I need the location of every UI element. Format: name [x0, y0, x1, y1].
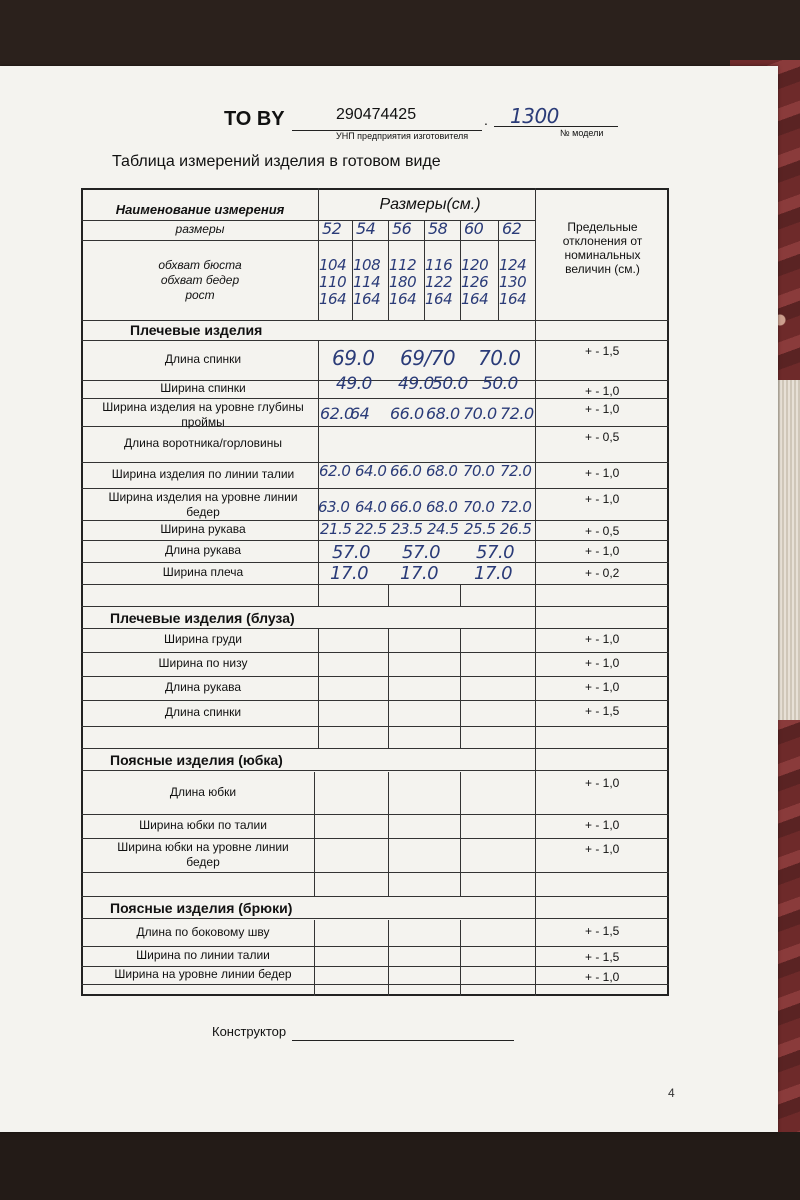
row-label: бедер: [186, 505, 220, 519]
cell-column-line: [388, 700, 389, 726]
row-line: [81, 584, 669, 585]
sizes-row-divider: [81, 240, 535, 241]
body-measure-label: рост: [185, 288, 215, 302]
cell-column-line: [460, 700, 461, 726]
bust-value: 120: [461, 256, 489, 274]
sleeve-width-value: 22.5: [355, 520, 387, 538]
size-value: 52: [322, 219, 342, 238]
back-width-value: 49.0: [398, 374, 434, 394]
row-line: [81, 700, 669, 701]
cell-column-line: [460, 872, 461, 896]
tolerance-value: + - 0,5: [585, 430, 620, 444]
cell-column-line: [460, 966, 461, 984]
tolerance-value: + - 0,5: [585, 524, 620, 538]
cell-column-line: [388, 872, 389, 896]
tolerance-value: + - 1,5: [585, 924, 620, 938]
bust-value: 116: [425, 256, 453, 274]
row-line: [81, 562, 669, 563]
row-line: [81, 726, 669, 727]
tolerance-header-line: номинальных: [564, 248, 641, 262]
sleeve-width-value: 24.5: [427, 520, 459, 538]
row-label: проймы: [181, 415, 225, 429]
size-value: 58: [428, 219, 448, 238]
tolerance-value: + - 1,0: [585, 384, 620, 398]
size-value: 62: [502, 219, 522, 238]
back-width-value: 50.0: [482, 374, 518, 394]
shoulder-width-value: 17.0: [330, 563, 369, 584]
hip-width-value: 64.0: [355, 498, 387, 516]
hip-width-value: 72.0: [500, 498, 532, 516]
body-measure-label: обхват бедер: [160, 273, 240, 287]
waist-width-value: 70.0: [463, 462, 495, 480]
sleeve-length-value: 57.0: [402, 542, 441, 563]
row-label: Длина спинки: [164, 352, 242, 366]
cell-column-line: [318, 726, 319, 748]
tolerance-value: + - 1,0: [585, 632, 620, 646]
section-title-skirt: Поясные изделия (юбка): [110, 752, 283, 768]
size-value: 56: [392, 219, 412, 238]
section-line: [81, 918, 669, 919]
row-line: [81, 676, 669, 677]
tolerance-value: + - 0,2: [585, 566, 620, 580]
row-label: Ширина изделия на уровне глубины: [102, 400, 304, 414]
model-underline: [494, 126, 618, 127]
cell-column-line: [388, 628, 389, 652]
body-measure-label: обхват бюста: [158, 258, 242, 272]
sleeve-width-value: 25.5: [464, 520, 496, 538]
row-label: Ширина по линии талии: [136, 948, 270, 962]
tolerance-value: + - 1,0: [585, 492, 620, 506]
cell-column-line: [460, 946, 461, 966]
sizes-header: Размеры(см.): [379, 196, 481, 213]
row-label: Ширина плеча: [162, 565, 244, 579]
unp-value: 290474425: [336, 106, 417, 123]
tolerance-value: + - 1,5: [585, 704, 620, 718]
height-value: 164: [319, 290, 347, 308]
tolerance-header-line: Предельные: [567, 220, 638, 234]
height-value: 164: [461, 290, 489, 308]
tolerance-value: + - 1,0: [585, 680, 620, 694]
back-length-value: 70.0: [478, 346, 521, 370]
waist-width-value: 66.0: [390, 462, 422, 480]
sleeve-length-value: 57.0: [332, 542, 371, 563]
waist-width-value: 68.0: [426, 462, 458, 480]
row-label: Ширина на уровне линии бедер: [114, 967, 292, 981]
bottom-background: [0, 1132, 800, 1200]
tolerance-value: + - 1,0: [585, 970, 620, 984]
row-label: Длина юбки: [169, 785, 237, 799]
row-line: [81, 488, 669, 489]
row-label: Ширина изделия по линии талии: [111, 467, 295, 481]
size-value: 60: [464, 219, 484, 238]
row-label: Ширина юбки на уровне линии: [117, 840, 289, 854]
tolerance-value: + - 1,0: [585, 842, 620, 856]
cell-column-line: [460, 814, 461, 838]
cell-column-line: [388, 584, 389, 606]
height-value: 164: [353, 290, 381, 308]
row-label: Длина по боковому шву: [136, 925, 270, 939]
page-number: 4: [668, 1086, 675, 1100]
cell-column-line: [314, 984, 315, 996]
tolerance-value: + - 1,0: [585, 466, 620, 480]
cell-column-line: [388, 920, 389, 946]
row-label: Ширина спинки: [160, 381, 246, 395]
cell-column-line: [388, 652, 389, 676]
hip-width-value: 66.0: [390, 498, 422, 516]
cell-column-line: [388, 772, 389, 814]
bust-value: 108: [353, 256, 381, 274]
section-title-shoulder: Плечевые изделия: [130, 322, 263, 338]
cell-column-line: [388, 838, 389, 872]
tolerance-value: + - 1,0: [585, 402, 620, 416]
armhole-width-value: 70.0: [463, 404, 497, 423]
height-value: 164: [389, 290, 417, 308]
armhole-width-value: 62.0: [320, 404, 354, 423]
tolerance-value: + - 1,0: [585, 818, 620, 832]
row-label: бедер: [186, 855, 220, 869]
section-line: [81, 340, 669, 341]
cell-column-line: [314, 872, 315, 896]
sleeve-width-value: 26.5: [500, 520, 532, 538]
back-width-value: 49.0: [336, 374, 372, 394]
armhole-width-value: 72.0: [500, 404, 534, 423]
row-line: [81, 652, 669, 653]
section-line: [81, 628, 669, 629]
row-line: [81, 814, 669, 815]
height-value: 164: [499, 290, 527, 308]
header-separator: .: [484, 112, 488, 128]
tolerance-header-line: отклонения от: [562, 234, 643, 248]
measurement-table: [81, 188, 669, 996]
sleeve-width-value: 23.5: [391, 520, 423, 538]
cell-column-line: [388, 726, 389, 748]
cell-column-line: [460, 652, 461, 676]
row-label: Ширина по низу: [158, 656, 248, 670]
height-value: 164: [425, 290, 453, 308]
back-length-value: 69.0: [332, 346, 375, 370]
col-name-header: Наименование измерения: [115, 202, 285, 217]
row-label: Ширина изделия на уровне линии: [108, 490, 298, 504]
sleeve-width-value: 21.5: [320, 520, 352, 538]
tolerance-value: + - 1,5: [585, 344, 620, 358]
row-line: [81, 398, 669, 399]
model-number: 1300: [510, 104, 559, 128]
tolerance-value: + - 1,0: [585, 776, 620, 790]
row-line: [81, 606, 669, 607]
back-length-value: 69/70: [400, 346, 456, 370]
waist-width-value: 64.0: [355, 462, 387, 480]
tolerance-value: + - 1,0: [585, 544, 620, 558]
row-label: Ширина рукава: [160, 522, 246, 536]
hip-width-value: 63.0: [318, 498, 350, 516]
row-line: [81, 748, 669, 749]
model-caption: № модели: [560, 128, 604, 138]
row-label: Длина рукава: [164, 543, 242, 557]
section-title-blouse: Плечевые изделия (блуза): [110, 610, 295, 626]
cell-column-line: [388, 946, 389, 966]
designer-signature-line: [292, 1040, 514, 1041]
cell-column-line: [460, 920, 461, 946]
shoulder-width-value: 17.0: [400, 563, 439, 584]
page-title: Таблица измерений изделия в готовом виде: [112, 153, 441, 170]
cell-column-line: [388, 966, 389, 984]
hips-value: 110: [319, 273, 347, 291]
cell-column-line: [388, 676, 389, 700]
row-line: [81, 872, 669, 873]
cell-column-line: [460, 838, 461, 872]
cell-column-line: [460, 628, 461, 652]
cell-column-line: [460, 584, 461, 606]
cell-column-line: [460, 772, 461, 814]
cell-column-line: [460, 676, 461, 700]
row-line: [81, 540, 669, 541]
hip-width-value: 70.0: [463, 498, 495, 516]
row-label: Длина воротника/горловины: [123, 436, 282, 450]
tolerance-value: + - 1,0: [585, 656, 620, 670]
size-value: 54: [356, 219, 376, 238]
hips-value: 126: [461, 273, 489, 291]
row-label: Ширина юбки по талии: [139, 818, 267, 832]
armhole-width-value: 64: [350, 404, 370, 423]
armhole-width-value: 66.0: [390, 404, 424, 423]
cell-column-line: [460, 984, 461, 996]
designer-label: Конструктор: [212, 1024, 287, 1039]
waist-width-value: 62.0: [319, 462, 351, 480]
section-title-trousers: Поясные изделия (брюки): [110, 900, 293, 916]
header-bottom-line: [81, 320, 669, 321]
row-label: Длина спинки: [164, 705, 242, 719]
hips-value: 114: [353, 273, 381, 291]
tu-label: ТО BY: [224, 108, 285, 130]
hips-value: 122: [425, 273, 453, 291]
bust-value: 104: [319, 256, 347, 274]
hips-value: 130: [499, 273, 527, 291]
bust-value: 124: [499, 256, 527, 274]
row-line: [81, 946, 669, 947]
section-line: [81, 770, 669, 771]
waist-width-value: 72.0: [500, 462, 532, 480]
cell-column-line: [388, 814, 389, 838]
armhole-width-value: 68.0: [426, 404, 460, 423]
hip-width-value: 68.0: [426, 498, 458, 516]
sizes-label: размеры: [175, 222, 225, 236]
unp-caption: УНП предприятия изготовителя: [336, 131, 469, 141]
hips-value: 180: [389, 273, 417, 291]
cell-column-line: [388, 984, 389, 996]
row-label: Длина рукава: [164, 680, 242, 694]
row-line: [81, 984, 669, 985]
back-width-value: 50.0: [432, 374, 468, 394]
row-label: Ширина груди: [164, 632, 242, 646]
row-line: [81, 838, 669, 839]
bust-value: 112: [389, 256, 417, 274]
tolerance-header-line: величин (см.): [565, 262, 640, 276]
shoulder-width-value: 17.0: [474, 563, 513, 584]
tolerance-column-line: [535, 188, 536, 996]
row-line: [81, 896, 669, 897]
tolerance-value: + - 1,5: [585, 950, 620, 964]
sleeve-length-value: 57.0: [476, 542, 515, 563]
cell-column-line: [460, 726, 461, 748]
